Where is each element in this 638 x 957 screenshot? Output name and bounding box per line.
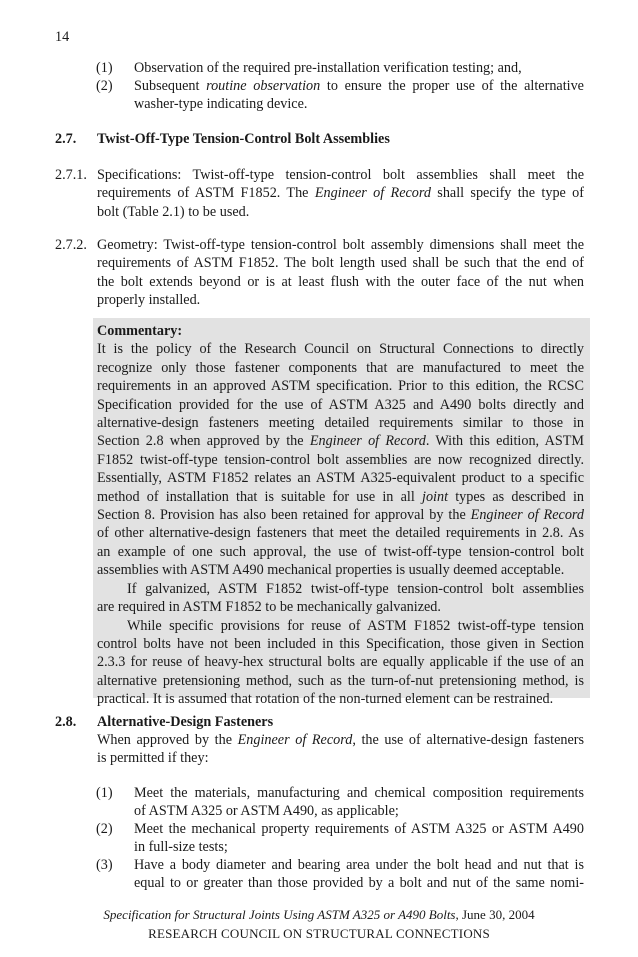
- commentary: Commentary: It is the policy of the Research Council on Structural Connections to directly recognize only those fastener components that are manufactured to meet the requirements in an approved ASTM specification. Prior to this edition, the RCSC Specification provided for the use of ASTM A325 and A490 bolts directly and alternative-design fasteners meeting detailed requirements similar to those in Section 2.8 when approved by the Engineer of Record. With this edition, ASTM F1852 twist-off-type tension-control bolt assemblies are now recognized directly. Essentially, ASTM F1852 relates an ASTM A325-equivalent product to a specific method of installation that is suitable for use in all joint types as described in Section 8. Provision has also been retained for approval by the Engineer of Record of other alternative-design fasteners that meet the detailed requirements in 2.8. As an example of one such approval, the use of twist-off-type tension-control bolt assemblies with ASTM A490 mechanical properties is usually deemed acceptable. If galvanized, ASTM F1852 twist-off-type tension-control bolt assemblies are required in ASTM F1852 to be mechanically galvanized. While specific provisions for reuse of ASTM F1852 twist-off-type tension control bolts have not been included in this Specification, those given in Section 2.3.3 for reuse of heavy-hex structural bolts are equally applicable if the use of an alternative pretensioning method, such as the turn-of-nut pretensioning method, is practical. It is assumed that rotation of the non-turned element can be restrained.: [97, 323, 584, 708]
- paragraph-2-8: When approved by the Engineer of Record, the use of alternative-design fasteners is permitted if they:: [97, 732, 584, 767]
- list-item-number: (2): [96, 78, 113, 94]
- section-heading-2-8: 2.8. Alternative-Design Fasteners: [55, 714, 274, 730]
- footer-organization: RESEARCH COUNCIL ON STRUCTURAL CONNECTIONS: [148, 926, 490, 941]
- list-item-number: (1): [96, 785, 113, 801]
- paragraph-2-7-1: Specifications: Twist-off-type tension-control bolt assemblies shall meet the requirements of ASTM F1852. The Engineer of Record shall specify the type of bolt (Table 2.1) to be used.: [97, 167, 584, 220]
- list-item-number: (2): [96, 821, 113, 837]
- section-number-2-7-1: 2.7.1.: [55, 167, 87, 183]
- list-item-number: (1): [96, 60, 113, 76]
- list-item-number: (3): [96, 857, 113, 873]
- page-number: 14: [55, 29, 70, 45]
- list-item-text: Observation of the required pre-installation verification testing; and,: [134, 60, 522, 76]
- list-item-text: Subsequent routine observation to ensure the proper use of the alternative washer-type indicating device.: [134, 78, 584, 113]
- paragraph-2-7-2: Geometry: Twist-off-type tension-control bolt assembly dimensions shall meet the requirements of ASTM F1852. The bolt length used shall be such that the end of the bolt extends beyond or is at least flush with the outer face of the nut when properly installed.: [97, 237, 584, 309]
- section-number-2-7-2: 2.7.2.: [55, 237, 87, 253]
- footer-title: Specification for Structural Joints Using ASTM A325 or A490 Bolts, June 30, 2004: [103, 907, 535, 922]
- commentary-title: Commentary:: [97, 323, 183, 339]
- section-heading-2-7: 2.7. Twist-Off-Type Tension-Control Bolt Assemblies: [55, 131, 390, 147]
